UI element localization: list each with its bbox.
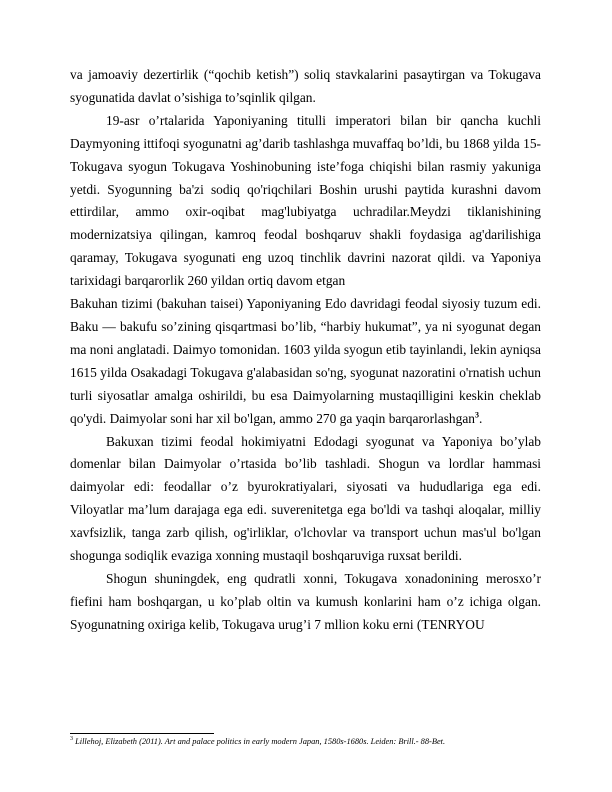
footnote — [70, 736, 550, 747]
paragraph-3-text: Bakuhan tizimi (bakuhan taisei) Yaponiyaning Edo davridagi feodal siyosiy tuzum edi. Baku — bakufu so’zining qisqartmasi bo’lib, “harbiy hukumat”, ya ni syogunat degan ma noni anglatadi. Daimyo tomonidan. 1603 yilda syogun etib tayinlandi, lekin ayniqsa 1615 yilda Osakadagi Tokugava g'alabasidan so'ng, syogunat nazoratini o'rnatish uchun turli siyosatlar amalga oshirildi, bu esa Daimyolarning mustaqilligini keskin cheklab qo'ydi. Daimyolar soni har xil bo'lgan, ammo 270 ga yaqin barqarorlashgan — [70, 296, 541, 426]
paragraph-5: Shogun shuningdek, eng qudratli xonni, Tokugava xonadonining merosxo’r fiefini ham boshqargan, u ko’plab oltin va kumush konlarini ham o’z ichiga olgan. Syogunatning oxiriga kelib, Tokugava urug’i 7 mllion koku erni (TENRYOU — [70, 570, 541, 632]
page-body — [70, 64, 541, 637]
paragraph-3: Bakuhan tizimi (bakuhan taisei) Yaponiyaning Edo davridagi feodal siyosiy tuzum edi. Baku — bakufu so’zining qisqartmasi bo’lib, “harbiy hukumat”, ya ni syogunat degan ma noni anglatadi. Daimyo tomonidan. 1603 yilda syogun etib tayinlandi, lekin ayniqsa 1615 yilda Osakadagi Tokugava g'alabasidan so'ng, syogunat nazoratini o'rnatish uchun turli siyosatlar amalga oshirildi, bu esa Daimyolarning mustaqilligini keskin cheklab qo'ydi. Daimyolar soni har xil bo'lgan, ammo 270 ga yaqin barqarorlashgan$^3$. — [70, 296, 541, 426]
paragraph-4: Bakuxan tizimi feodal hokimiyatni Edodagi syogunat va Yaponiya bo’ylab domenlar bilan Daimyolar o’rtasida bo’lib tashladi. Shogun va lordlar hammasi daimyolar edi: feodallar o’z byurokratiyalari, siyosati va hududlariga ega edi. Viloyatlar ma’lum darajaga ega edi. suverenitetga ega bo'ldi va tashqi aloqalar, milliy xavfsizlik, tanga zarb qilish, og'irliklar, o'lchovlar va transport uchun mas'ul bo'lgan shogunga sodiqlik evaziga xonning mustaqil boshqaruviga ruxsat berildi. — [70, 433, 541, 564]
footnote-reference[interactable]: 3 — [474, 410, 479, 420]
footnote-number: 3 — [70, 736, 73, 743]
paragraph-1: va jamoaviy dezertirlik (“qochib ketish”) soliq stavkalarini pasaytirgan va Tokugava syogunatida davlat o’sishiga to’sqinlik qilgan. — [70, 67, 541, 105]
footnote-divider — [70, 733, 214, 734]
footnote-text: Lillehoj, Elizabeth (2011). Art and palace politics in early modern Japan, 1580s-1680s. Leiden: Brill.- 88-Bet. — [75, 737, 446, 746]
paragraph-2: 19-asr o’rtalarida Yaponiyaning titulli imperatori bilan bir qancha kuchli Daymyoning ittifoqi syogunatni ag’darib tashlashga muvaffaq bo’ldi, bu 1868 yilda 15-Tokugava syogun Tokugava Yoshinobuning iste’foga chiqishi bilan rasmiy yakuniga yetdi. Syogunning ba'zi sodiq qo'riqchilari Boshin urushi paytida kurashni davom ettirdilar, ammo oxir-oqibat mag'lubiyatga uchradilar.Meydzi tiklanishining modernizatsiya qilingan, kamroq feodal boshqaruv shakli foydasiga ag'darilishiga qaramay, Tokugava syogunati eng uzoq tinchlik davrini nazorat qildi. va Yaponiya tarixidagi barqarorlik 260 yildan ortiq davom etgan — [70, 112, 541, 289]
